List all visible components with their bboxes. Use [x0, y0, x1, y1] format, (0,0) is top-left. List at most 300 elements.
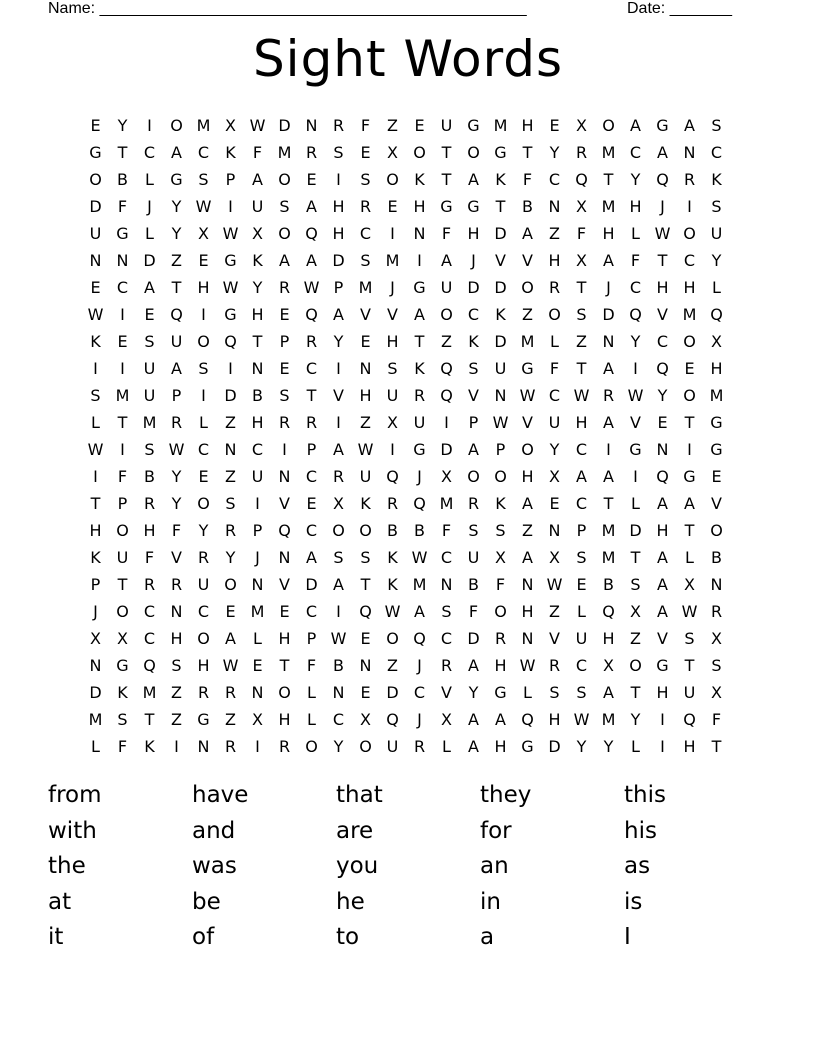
grid-letter: O	[440, 305, 453, 324]
date-field-label: Date: _______	[627, 0, 732, 17]
grid-letter: I	[120, 440, 125, 459]
grid-letter: I	[336, 602, 341, 621]
grid-letter: X	[225, 116, 236, 135]
grid-letter: E	[360, 683, 371, 702]
grid-letter: L	[631, 494, 640, 513]
grid-letter: I	[93, 467, 98, 486]
grid-letter: S	[333, 143, 344, 162]
grid-letter: S	[468, 521, 479, 540]
grid-letter: Q	[521, 710, 534, 729]
grid-letter: H	[386, 332, 399, 351]
grid-letter: H	[602, 629, 615, 648]
grid-letter: O	[197, 332, 210, 351]
page-title: Sight Words	[252, 30, 564, 88]
grid-letter: N	[494, 386, 507, 405]
grid-letter: F	[117, 197, 128, 216]
grid-letter: G	[413, 278, 426, 297]
grid-letter: E	[225, 602, 236, 621]
word-list-item: be	[192, 888, 221, 915]
grid-letter: T	[603, 170, 614, 189]
grid-letter: P	[576, 521, 587, 540]
grid-letter: M	[358, 278, 373, 297]
grid-letter: L	[145, 224, 154, 243]
grid-letter: V	[495, 251, 506, 270]
grid-letter: E	[549, 494, 560, 513]
grid-letter: G	[521, 737, 534, 756]
grid-letter: V	[711, 494, 722, 513]
grid-letter: F	[576, 224, 587, 243]
grid-letter: O	[494, 467, 507, 486]
grid-letter: S	[360, 170, 371, 189]
grid-letter: A	[414, 305, 425, 324]
grid-letter: G	[467, 116, 480, 135]
grid-letter: O	[683, 224, 696, 243]
grid-letter: O	[359, 737, 372, 756]
grid-letter: C	[359, 224, 372, 243]
grid-letter: W	[573, 710, 590, 729]
grid-letter: O	[197, 494, 210, 513]
grid-letter: C	[197, 602, 210, 621]
grid-letter: C	[116, 278, 129, 297]
grid-letter: M	[682, 305, 697, 324]
grid-row	[82, 301, 732, 328]
grid-letter: A	[333, 440, 344, 459]
grid-letter: A	[279, 251, 290, 270]
grid-letter: O	[305, 737, 318, 756]
grid-letter: S	[225, 494, 236, 513]
grid-letter: J	[93, 602, 98, 621]
grid-letter: H	[683, 278, 696, 297]
grid-letter: N	[548, 521, 561, 540]
grid-letter: W	[573, 386, 590, 405]
grid-letter: Y	[630, 170, 641, 189]
grid-letter: Y	[630, 710, 641, 729]
grid-letter: N	[683, 143, 696, 162]
grid-letter: M	[250, 602, 265, 621]
grid-letter: G	[710, 440, 723, 459]
grid-letter: A	[306, 197, 317, 216]
grid-row	[82, 679, 732, 706]
grid-letter: Q	[656, 170, 669, 189]
grid-letter: W	[654, 224, 671, 243]
grid-letter: L	[307, 683, 316, 702]
grid-letter: O	[116, 602, 129, 621]
grid-letter: I	[228, 359, 233, 378]
grid-letter: C	[548, 170, 561, 189]
grid-letter: H	[710, 359, 723, 378]
grid-letter: C	[575, 494, 588, 513]
grid-letter: Y	[603, 737, 614, 756]
grid-letter: H	[656, 521, 669, 540]
grid-letter: X	[495, 548, 506, 567]
grid-letter: X	[198, 224, 209, 243]
grid-letter: H	[332, 224, 345, 243]
grid-letter: R	[143, 575, 156, 594]
grid-letter: K	[495, 170, 506, 189]
grid-letter: T	[684, 413, 695, 432]
grid-letter: D	[494, 224, 507, 243]
grid-letter: Q	[440, 386, 453, 405]
grid-letter: K	[711, 170, 722, 189]
grid-row	[82, 463, 732, 490]
worksheet-header	[0, 0, 816, 20]
grid-letter: R	[224, 737, 237, 756]
grid-letter: O	[278, 224, 291, 243]
grid-letter: I	[255, 494, 260, 513]
grid-row	[82, 166, 732, 193]
grid-letter: N	[359, 359, 372, 378]
grid-letter: O	[521, 278, 534, 297]
grid-letter: K	[495, 305, 506, 324]
grid-letter: A	[171, 143, 182, 162]
grid-letter: U	[170, 332, 183, 351]
grid-letter: R	[197, 548, 210, 567]
grid-letter: I	[228, 197, 233, 216]
grid-letter: E	[117, 332, 128, 351]
grid-letter: K	[117, 683, 128, 702]
grid-letter: K	[360, 494, 371, 513]
grid-letter: S	[576, 683, 587, 702]
grid-letter: I	[687, 440, 692, 459]
grid-letter: V	[279, 494, 290, 513]
grid-row	[82, 247, 732, 274]
grid-letter: X	[252, 710, 263, 729]
grid-letter: Z	[549, 602, 560, 621]
grid-letter: Y	[198, 521, 209, 540]
grid-letter: K	[144, 737, 155, 756]
grid-row	[82, 706, 732, 733]
grid-letter: A	[522, 224, 533, 243]
grid-letter: E	[576, 575, 587, 594]
grid-letter: H	[467, 224, 480, 243]
grid-letter: A	[522, 548, 533, 567]
grid-letter: W	[222, 278, 239, 297]
grid-letter: U	[197, 575, 210, 594]
grid-letter: L	[442, 737, 451, 756]
grid-letter: M	[88, 710, 103, 729]
word-list-item: are	[336, 817, 374, 844]
grid-letter: X	[360, 710, 371, 729]
grid-letter: T	[630, 683, 641, 702]
grid-letter: X	[387, 143, 398, 162]
grid-letter: U	[575, 629, 588, 648]
grid-letter: X	[684, 575, 695, 594]
name-field-label: Name: ________________________________________________	[48, 0, 527, 17]
grid-letter: R	[602, 386, 615, 405]
grid-letter: S	[495, 521, 506, 540]
grid-letter: T	[414, 332, 425, 351]
word-list	[48, 778, 768, 956]
grid-letter: K	[90, 548, 101, 567]
grid-letter: U	[413, 413, 426, 432]
grid-letter: E	[279, 305, 290, 324]
grid-letter: A	[603, 251, 614, 270]
grid-letter: W	[303, 278, 320, 297]
grid-letter: T	[441, 170, 452, 189]
grid-letter: S	[279, 386, 290, 405]
word-search-grid	[82, 112, 732, 760]
grid-letter: W	[222, 656, 239, 675]
grid-row	[82, 112, 732, 139]
grid-letter: F	[441, 521, 452, 540]
grid-letter: E	[360, 143, 371, 162]
grid-letter: G	[197, 710, 210, 729]
grid-letter: P	[252, 521, 263, 540]
word-list-item: a	[480, 924, 495, 950]
grid-letter: U	[440, 278, 453, 297]
grid-letter: O	[359, 521, 372, 540]
grid-letter: G	[467, 197, 480, 216]
grid-letter: S	[144, 332, 155, 351]
grid-letter: U	[386, 737, 399, 756]
grid-letter: W	[681, 602, 698, 621]
grid-letter: P	[279, 332, 290, 351]
grid-letter: D	[629, 521, 642, 540]
grid-letter: R	[224, 683, 237, 702]
grid-letter: R	[494, 629, 507, 648]
grid-letter: H	[89, 521, 102, 540]
grid-letter: O	[467, 143, 480, 162]
grid-letter: B	[387, 521, 398, 540]
grid-letter: A	[657, 143, 668, 162]
grid-letter: J	[390, 278, 395, 297]
grid-letter: E	[360, 332, 371, 351]
grid-letter: D	[440, 440, 453, 459]
grid-letter: A	[225, 629, 236, 648]
grid-letter: T	[171, 278, 182, 297]
grid-letter: X	[333, 494, 344, 513]
grid-letter: Y	[333, 737, 344, 756]
grid-letter: X	[576, 116, 587, 135]
grid-letter: H	[278, 710, 291, 729]
grid-letter: I	[444, 413, 449, 432]
grid-letter: W	[222, 224, 239, 243]
grid-letter: H	[251, 305, 264, 324]
grid-letter: N	[413, 224, 426, 243]
grid-row	[82, 625, 732, 652]
grid-letter: M	[601, 197, 616, 216]
grid-letter: T	[90, 494, 101, 513]
grid-letter: N	[521, 575, 534, 594]
grid-letter: U	[143, 386, 156, 405]
grid-letter: C	[197, 143, 210, 162]
grid-row	[82, 652, 732, 679]
grid-letter: D	[305, 575, 318, 594]
grid-row	[82, 274, 732, 301]
grid-letter: R	[278, 278, 291, 297]
grid-letter: B	[144, 467, 155, 486]
grid-letter: O	[116, 521, 129, 540]
grid-letter: A	[306, 251, 317, 270]
grid-letter: S	[711, 656, 722, 675]
grid-letter: V	[360, 305, 371, 324]
grid-letter: X	[441, 467, 452, 486]
grid-letter: T	[279, 656, 290, 675]
grid-letter: U	[89, 224, 102, 243]
grid-letter: A	[468, 710, 479, 729]
grid-letter: I	[147, 116, 152, 135]
grid-letter: G	[170, 170, 183, 189]
grid-letter: W	[411, 548, 428, 567]
grid-letter: G	[494, 143, 507, 162]
grid-letter: G	[683, 467, 696, 486]
grid-letter: I	[633, 467, 638, 486]
grid-letter: S	[711, 116, 722, 135]
grid-letter: H	[683, 737, 696, 756]
grid-letter: V	[468, 386, 479, 405]
grid-letter: G	[440, 197, 453, 216]
grid-letter: W	[168, 440, 185, 459]
grid-letter: J	[147, 197, 152, 216]
grid-letter: W	[627, 386, 644, 405]
grid-letter: B	[414, 521, 425, 540]
grid-letter: L	[307, 710, 316, 729]
grid-letter: F	[171, 521, 182, 540]
grid-letter: W	[357, 440, 374, 459]
grid-letter: H	[197, 278, 210, 297]
grid-letter: G	[494, 683, 507, 702]
grid-letter: H	[197, 656, 210, 675]
grid-letter: O	[629, 656, 642, 675]
grid-row	[82, 355, 732, 382]
grid-letter: Y	[549, 143, 560, 162]
grid-letter: S	[279, 197, 290, 216]
word-list-item: it	[48, 924, 64, 950]
grid-letter: X	[711, 332, 722, 351]
grid-letter: M	[439, 494, 454, 513]
grid-letter: A	[441, 251, 452, 270]
grid-letter: O	[521, 440, 534, 459]
grid-letter: A	[333, 305, 344, 324]
grid-letter: J	[417, 656, 422, 675]
grid-letter: M	[520, 332, 535, 351]
grid-letter: R	[278, 413, 291, 432]
grid-letter: O	[170, 116, 183, 135]
grid-letter: Y	[225, 548, 236, 567]
grid-letter: P	[306, 629, 317, 648]
grid-letter: V	[333, 386, 344, 405]
grid-letter: U	[143, 359, 156, 378]
grid-letter: O	[278, 683, 291, 702]
grid-letter: K	[252, 251, 263, 270]
grid-letter: P	[306, 440, 317, 459]
grid-letter: W	[87, 305, 104, 324]
grid-letter: A	[576, 467, 587, 486]
grid-letter: X	[549, 467, 560, 486]
grid-letter: S	[549, 683, 560, 702]
grid-letter: U	[359, 467, 372, 486]
grid-letter: G	[224, 251, 237, 270]
grid-letter: Y	[171, 494, 182, 513]
grid-letter: H	[548, 710, 561, 729]
grid-letter: C	[305, 467, 318, 486]
grid-letter: C	[629, 278, 642, 297]
grid-letter: A	[657, 602, 668, 621]
grid-row	[82, 139, 732, 166]
grid-letter: L	[685, 548, 694, 567]
grid-letter: V	[657, 629, 668, 648]
grid-letter: U	[386, 386, 399, 405]
grid-letter: E	[144, 305, 155, 324]
grid-letter: X	[603, 656, 614, 675]
grid-letter: Z	[360, 413, 371, 432]
grid-letter: H	[629, 197, 642, 216]
grid-letter: E	[684, 359, 695, 378]
grid-letter: C	[143, 629, 156, 648]
grid-letter: S	[711, 197, 722, 216]
grid-letter: L	[145, 170, 154, 189]
grid-letter: M	[601, 143, 616, 162]
grid-letter: T	[684, 521, 695, 540]
grid-letter: G	[413, 440, 426, 459]
grid-letter: D	[89, 683, 102, 702]
grid-letter: R	[440, 656, 453, 675]
grid-letter: I	[93, 359, 98, 378]
grid-letter: U	[116, 548, 129, 567]
grid-letter: E	[414, 116, 425, 135]
word-list-item: to	[336, 924, 360, 950]
grid-letter: N	[89, 251, 102, 270]
grid-letter: N	[332, 683, 345, 702]
grid-letter: S	[198, 359, 209, 378]
grid-letter: Y	[171, 197, 182, 216]
grid-letter: V	[441, 683, 452, 702]
word-list-item: they	[480, 782, 532, 808]
word-list-item: in	[480, 888, 501, 915]
grid-letter: W	[519, 386, 536, 405]
grid-letter: D	[89, 197, 102, 216]
grid-letter: P	[495, 440, 506, 459]
grid-letter: P	[117, 494, 128, 513]
grid-letter: J	[606, 278, 611, 297]
grid-letter: Z	[225, 710, 236, 729]
grid-letter: C	[548, 386, 561, 405]
grid-row	[82, 220, 732, 247]
grid-letter: X	[441, 710, 452, 729]
grid-letter: Q	[170, 305, 183, 324]
grid-letter: S	[198, 170, 209, 189]
grid-letter: T	[522, 143, 533, 162]
grid-letter: C	[629, 143, 642, 162]
grid-letter: O	[683, 386, 696, 405]
grid-letter: A	[495, 710, 506, 729]
grid-letter: W	[87, 440, 104, 459]
grid-letter: S	[630, 575, 641, 594]
grid-letter: F	[549, 359, 560, 378]
grid-letter: O	[386, 170, 399, 189]
grid-letter: S	[333, 548, 344, 567]
grid-letter: S	[144, 440, 155, 459]
grid-letter: H	[278, 629, 291, 648]
grid-letter: I	[687, 197, 692, 216]
grid-letter: J	[417, 710, 422, 729]
grid-letter: E	[90, 278, 101, 297]
grid-letter: I	[417, 251, 422, 270]
grid-letter: C	[143, 143, 156, 162]
grid-letter: H	[548, 251, 561, 270]
grid-letter: P	[333, 278, 344, 297]
grid-letter: B	[468, 575, 479, 594]
grid-letter: F	[252, 143, 263, 162]
grid-letter: K	[468, 332, 479, 351]
grid-letter: L	[253, 629, 262, 648]
grid-letter: H	[359, 386, 372, 405]
grid-letter: N	[548, 197, 561, 216]
grid-letter: L	[631, 224, 640, 243]
grid-letter: C	[467, 305, 480, 324]
grid-letter: A	[630, 116, 641, 135]
grid-letter: A	[603, 467, 614, 486]
